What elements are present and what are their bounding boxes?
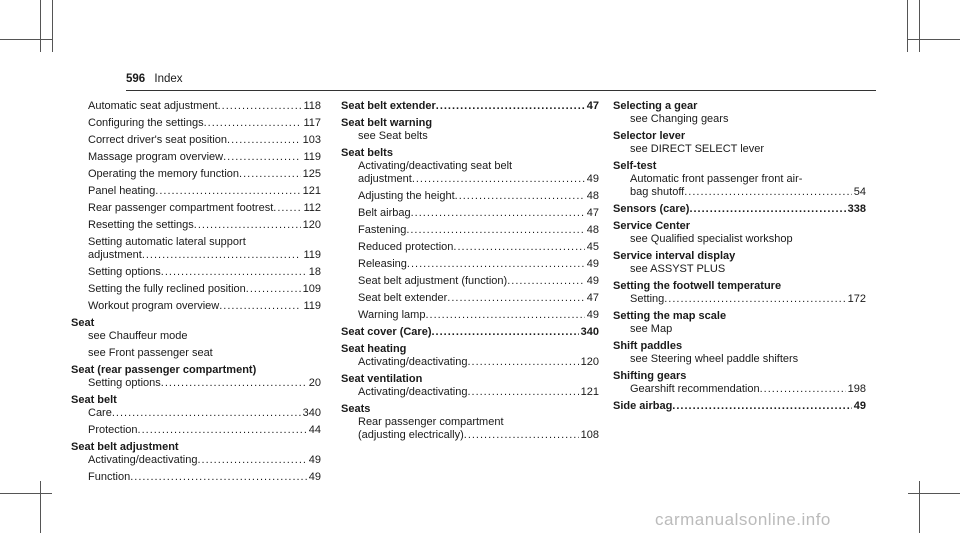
index-entry [613, 100, 866, 126]
sub-entry-row [358, 356, 599, 369]
page-reference: 121 [580, 386, 599, 398]
page-reference: 119 [303, 249, 321, 261]
header-rule [126, 90, 876, 91]
sub-entry-text: see Chauffeur mode [88, 330, 188, 342]
sub-entry-label: Automatic seat adjustment [88, 100, 218, 112]
dot-leader [273, 202, 301, 215]
entry-title: Selector lever [613, 130, 686, 142]
dot-leader [453, 241, 584, 254]
sub-entry [71, 219, 321, 232]
page-reference: 47 [586, 292, 599, 304]
index-entry [341, 373, 599, 399]
sub-entry [71, 168, 321, 181]
sub-entry-row [88, 134, 321, 147]
page-reference: 108 [580, 429, 599, 441]
page-reference: 118 [303, 100, 321, 112]
sub-entry [341, 224, 599, 237]
page-reference: 47 [586, 100, 599, 112]
dot-leader [467, 386, 578, 399]
dot-leader [246, 283, 301, 296]
index-entry [613, 310, 866, 336]
sub-entry-label: Activating/deactivating [88, 454, 198, 466]
entry-title: Sensors (care) [613, 203, 690, 215]
dot-leader [464, 429, 579, 442]
entry-title: Shifting gears [613, 370, 687, 382]
dot-leader [112, 407, 301, 420]
page-reference: 49 [586, 309, 599, 321]
sub-entry-text: Rear passenger compartment [358, 416, 504, 428]
dot-leader [455, 190, 585, 203]
sub-entry-label: Releasing [358, 258, 407, 270]
crop-mark [0, 493, 52, 494]
sub-entry [613, 173, 866, 199]
sub-entry-row [630, 186, 866, 199]
entry-title: Seat belt [71, 394, 117, 406]
sub-entry-text: Activating/deactivating seat belt [358, 160, 513, 172]
index-entry [613, 280, 866, 306]
sub-entry [341, 292, 599, 305]
crop-mark [907, 0, 908, 52]
sub-entry-label: Resetting the settings [88, 219, 194, 231]
sub-entry [613, 323, 866, 336]
sub-entry [71, 377, 321, 390]
section-title: Index [154, 73, 183, 85]
page-reference: 121 [302, 185, 321, 197]
entry-title-row [613, 400, 866, 413]
dot-leader [227, 134, 301, 147]
sub-entry-label: Function [88, 471, 131, 483]
page-reference: 49 [853, 400, 866, 412]
entry-title: Selecting a gear [613, 100, 698, 112]
sub-entry-label: Massage program overview [88, 151, 224, 163]
crop-mark [919, 481, 920, 533]
sub-entry-label: Panel heating [88, 185, 156, 197]
dot-leader [219, 300, 301, 313]
sub-entry-row [88, 100, 321, 113]
sub-entry-label: adjustment [88, 249, 142, 261]
sub-entry-row [88, 117, 321, 130]
sub-entry-row [630, 293, 866, 306]
sub-entry-text: see Map [630, 323, 673, 335]
page-reference: 119 [303, 300, 321, 312]
index-entry [613, 220, 866, 246]
page-header [126, 73, 183, 85]
entry-title: Shift paddles [613, 340, 683, 352]
sub-entry-row [358, 309, 599, 322]
sub-entry-text: see Front passenger seat [88, 347, 213, 359]
sub-entry [71, 117, 321, 130]
sub-entry-text: see DIRECT SELECT lever [630, 143, 765, 155]
sub-entry-row [358, 275, 599, 288]
sub-entry-row [358, 241, 599, 254]
sub-entry-label: Setting options [88, 266, 161, 278]
index-entry [613, 130, 866, 156]
sub-entry [613, 113, 866, 126]
sub-entry [613, 383, 866, 396]
sub-entry [71, 347, 321, 360]
dot-leader [155, 185, 300, 198]
dot-leader [436, 100, 585, 113]
page-reference: 117 [303, 117, 321, 129]
sub-entry-row [88, 283, 321, 296]
sub-entry [71, 100, 321, 113]
dot-leader [204, 117, 302, 130]
dot-leader [684, 186, 852, 199]
sub-entry-row [88, 168, 321, 181]
sub-entry-label: Adjusting the height [358, 190, 455, 202]
entry-title: Seat heating [341, 343, 407, 355]
sub-entry-row [88, 454, 321, 467]
entry-title: Seat belt adjustment [71, 441, 179, 453]
dot-leader [507, 275, 585, 288]
crop-mark [52, 0, 53, 52]
index-entry [341, 100, 599, 113]
sub-entry-row [358, 258, 599, 271]
page-reference: 44 [308, 424, 321, 436]
sub-entry-row [88, 407, 321, 420]
sub-entry-label: Activating/deactivating [358, 386, 468, 398]
entry-title-row [613, 203, 866, 216]
sub-entry-row [88, 151, 321, 164]
dot-leader [138, 424, 307, 437]
sub-entry [71, 185, 321, 198]
dot-leader [142, 249, 302, 262]
sub-entry-text: Automatic front passenger front air- [630, 173, 803, 185]
page-reference: 54 [853, 186, 866, 198]
sub-entry-label: Belt airbag [358, 207, 411, 219]
sub-entry [341, 130, 599, 143]
index-entry [71, 364, 321, 390]
sub-entry [341, 386, 599, 399]
sub-entry-label: Gearshift recommendation [630, 383, 760, 395]
dot-leader [412, 173, 585, 186]
page-reference: 340 [580, 326, 599, 338]
sub-entry [71, 151, 321, 164]
page-reference: 49 [586, 275, 599, 287]
sub-entry-label: adjustment [358, 173, 412, 185]
page-reference: 48 [586, 190, 599, 202]
sub-entry-row [630, 383, 866, 396]
sub-entry-text: see Steering wheel paddle shifters [630, 353, 799, 365]
sub-entry-label: Activating/deactivating [358, 356, 468, 368]
index-column-2 [341, 100, 599, 446]
sub-entry-row [88, 471, 321, 484]
index-entry [71, 100, 321, 313]
sub-entry-text: see Seat belts [358, 130, 428, 142]
index-entry [341, 117, 599, 143]
sub-entry-text: Setting automatic lateral support [88, 236, 246, 248]
index-entry [613, 370, 866, 396]
sub-entry-label: Protection [88, 424, 138, 436]
sub-entry-label: Setting the fully reclined position [88, 283, 246, 295]
sub-entry-label: Workout program overview [88, 300, 220, 312]
sub-entry-row [88, 219, 321, 232]
entry-title: Seat (rear passenger compartment) [71, 364, 257, 376]
sub-entry-label: Correct driver's seat position [88, 134, 228, 146]
page-reference: 338 [847, 203, 866, 215]
sub-entry-label: Rear passenger compartment footrest [88, 202, 274, 214]
sub-entry [341, 275, 599, 288]
sub-entry-label: Setting options [88, 377, 161, 389]
sub-entry [341, 258, 599, 271]
index-entry [71, 394, 321, 437]
crop-mark [40, 0, 41, 52]
entry-title: Seat cover (Care) [341, 326, 432, 338]
dot-leader [672, 400, 851, 413]
sub-entry [71, 330, 321, 343]
entry-title-row [341, 326, 599, 339]
sub-entry-row [88, 185, 321, 198]
index-entry [341, 147, 599, 322]
sub-entry [71, 454, 321, 467]
sub-entry-label: Operating the memory function [88, 168, 240, 180]
index-entry [71, 441, 321, 484]
dot-leader [407, 258, 585, 271]
sub-entry-row [88, 202, 321, 215]
page-reference: 340 [302, 407, 321, 419]
page-reference: 112 [303, 202, 321, 214]
index-entry [613, 203, 866, 216]
sub-entry-row [88, 300, 321, 313]
dot-leader [425, 309, 584, 322]
page-reference: 20 [308, 377, 321, 389]
crop-mark [908, 493, 960, 494]
sub-entry-text: see Qualified specialist workshop [630, 233, 793, 245]
dot-leader [194, 219, 301, 232]
sub-entry [613, 233, 866, 246]
index-entry [341, 326, 599, 339]
sub-entry-label: Seat belt adjustment (function) [358, 275, 508, 287]
page-reference: 18 [308, 266, 321, 278]
sub-entry-row [88, 424, 321, 437]
page-reference: 103 [302, 134, 321, 146]
sub-entry [71, 407, 321, 420]
watermark: carmanualsonline.info [655, 510, 831, 529]
sub-entry [71, 266, 321, 279]
sub-entry-label: Configuring the settings [88, 117, 204, 129]
sub-entry [341, 160, 599, 186]
page-reference: 109 [302, 283, 321, 295]
sub-entry-row [358, 190, 599, 203]
page-reference: 120 [302, 219, 321, 231]
sub-entry [613, 143, 866, 156]
index-entry [341, 403, 599, 442]
sub-entry-row [358, 207, 599, 220]
entry-title: Seat belt warning [341, 117, 433, 129]
dot-leader [223, 151, 301, 164]
entry-title: Seats [341, 403, 371, 415]
dot-leader [239, 168, 301, 181]
sub-entry-row [88, 266, 321, 279]
dot-leader [447, 292, 584, 305]
dot-leader [467, 356, 578, 369]
page-number: 596 [126, 73, 146, 85]
page-reference: 119 [303, 151, 321, 163]
sub-entry-row [358, 173, 599, 186]
page-reference: 45 [586, 241, 599, 253]
index-entry [613, 400, 866, 413]
sub-entry-row [358, 386, 599, 399]
page-reference: 198 [847, 383, 866, 395]
sub-entry [71, 471, 321, 484]
dot-leader [432, 326, 579, 339]
dot-leader [689, 203, 845, 216]
sub-entry-text: see Changing gears [630, 113, 729, 125]
sub-entry [341, 241, 599, 254]
sub-entry-label: Fastening [358, 224, 407, 236]
sub-entry-label: (adjusting electrically) [358, 429, 464, 441]
dot-leader [411, 207, 585, 220]
sub-entry [341, 190, 599, 203]
sub-entry [341, 356, 599, 369]
page-reference: 125 [302, 168, 321, 180]
entry-title-row [341, 100, 599, 113]
sub-entry [341, 309, 599, 322]
sub-entry-row [88, 377, 321, 390]
index-entry [613, 160, 866, 199]
index-column-1 [71, 100, 321, 488]
dot-leader [218, 100, 302, 113]
dot-leader [664, 293, 845, 306]
page-reference: 47 [586, 207, 599, 219]
entry-title: Seat ventilation [341, 373, 423, 385]
index-entry [613, 250, 866, 276]
sub-entry [71, 134, 321, 147]
entry-title: Setting the map scale [613, 310, 727, 322]
sub-entry-row [88, 249, 321, 262]
entry-title: Service Center [613, 220, 691, 232]
entry-title: Setting the footwell temperature [613, 280, 782, 292]
page-reference: 49 [586, 258, 599, 270]
entry-title: Seat belts [341, 147, 393, 159]
sub-entry-row [358, 429, 599, 442]
sub-entry-label: Setting [630, 293, 665, 305]
sub-entry [71, 236, 321, 262]
dot-leader [760, 383, 846, 396]
entry-title: Side airbag [613, 400, 673, 412]
entry-title: Seat [71, 317, 95, 329]
sub-entry [71, 424, 321, 437]
sub-entry [71, 300, 321, 313]
page-reference: 49 [308, 454, 321, 466]
dot-leader [161, 266, 307, 279]
sub-entry-label: Seat belt extender [358, 292, 448, 304]
sub-entry [341, 207, 599, 220]
sub-entry-label: bag shutoff [630, 186, 685, 198]
index-entry [613, 340, 866, 366]
entry-title: Service interval display [613, 250, 736, 262]
sub-entry [341, 416, 599, 442]
crop-mark [919, 0, 920, 52]
dot-leader [161, 377, 307, 390]
sub-entry-label: Care [88, 407, 112, 419]
sub-entry [71, 283, 321, 296]
page-reference: 120 [580, 356, 599, 368]
dot-leader [130, 471, 307, 484]
sub-entry-row [358, 292, 599, 305]
crop-mark [0, 39, 52, 40]
page-reference: 49 [308, 471, 321, 483]
entry-title: Seat belt extender [341, 100, 436, 112]
sub-entry [613, 263, 866, 276]
sub-entry [613, 293, 866, 306]
index-column-3 [613, 100, 866, 417]
dot-leader [197, 454, 306, 467]
page-reference: 48 [586, 224, 599, 236]
sub-entry-label: Warning lamp [358, 309, 426, 321]
page-reference: 172 [847, 293, 866, 305]
crop-mark [40, 481, 41, 533]
sub-entry [71, 202, 321, 215]
sub-entry-text: see ASSYST PLUS [630, 263, 726, 275]
dot-leader [406, 224, 584, 237]
sub-entry [613, 353, 866, 366]
entry-title: Self-test [613, 160, 657, 172]
sub-entry-row [358, 224, 599, 237]
page-reference: 49 [586, 173, 599, 185]
crop-mark [908, 39, 960, 40]
index-entry [341, 343, 599, 369]
sub-entry-label: Reduced protection [358, 241, 454, 253]
index-entry [71, 317, 321, 360]
